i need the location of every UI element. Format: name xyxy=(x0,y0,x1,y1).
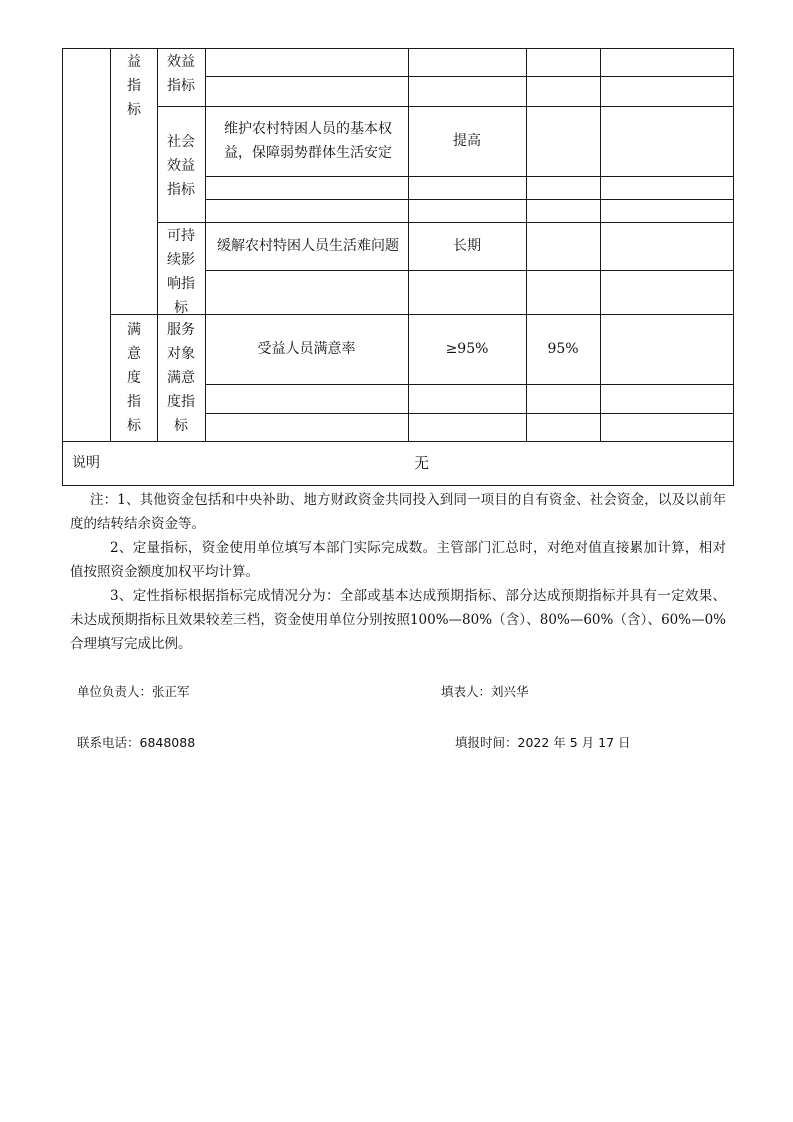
economic-benefit-label: 效益指标 xyxy=(167,54,195,94)
remark-label: 说明 xyxy=(72,455,100,471)
note-3: 3、定性指标根据指标完成情况分为：全部或基本达成预期指标、部分达成预期指标并具有一定效果、未达成预期指标且效果较差三档，资金使用单位分别按照100%—80%（含）、80%—60%（含）、60%—0%合理填写完成比例。 xyxy=(70,588,726,652)
sustainable-impact-label: 可持续影响指标 xyxy=(167,228,195,316)
form-filler: 填表人：刘兴华 xyxy=(441,684,529,699)
remark-value: 无 xyxy=(413,454,429,472)
note-2: 2、定量指标，资金使用单位填写本部门实际完成数。主管部门汇总时，对绝对值直接累加计算，相对值按照资金额度加权平均计算。 xyxy=(70,540,726,580)
performance-table xyxy=(62,48,734,486)
service-satisfaction-label: 服务对象满意度指标 xyxy=(167,322,195,434)
satisfaction-target: ≥95% xyxy=(445,341,489,357)
note-1: 注：1、其他资金包括和中央补助、地方财政资金共同投入到同一项目的自有资金、社会资金，以及以前年度的结转结余资金等。 xyxy=(70,492,726,532)
unit-leader: 单位负责人：张正军 xyxy=(77,684,190,699)
fill-date: 填报时间：2022 年 5 月 17 日 xyxy=(455,735,631,750)
social-benefit-value: 提高 xyxy=(453,133,481,149)
sustainable-impact-content: 缓解农村特困人员生活难问题 xyxy=(217,238,399,254)
satisfaction-content: 受益人员满意率 xyxy=(257,341,356,357)
contact-phone: 联系电话：6848088 xyxy=(77,735,196,750)
notes xyxy=(70,488,726,656)
social-benefit-label: 社会效益指标 xyxy=(167,134,195,198)
group-satisfaction-label: 满意度指标 xyxy=(127,322,141,434)
sustainable-impact-value: 长期 xyxy=(453,238,481,254)
group-benefit-label: 益指标 xyxy=(127,54,141,118)
social-benefit-content: 维护农村特困人员的基本权益，保障弱势群体生活安定 xyxy=(224,121,392,161)
satisfaction-actual: 95% xyxy=(547,341,579,357)
